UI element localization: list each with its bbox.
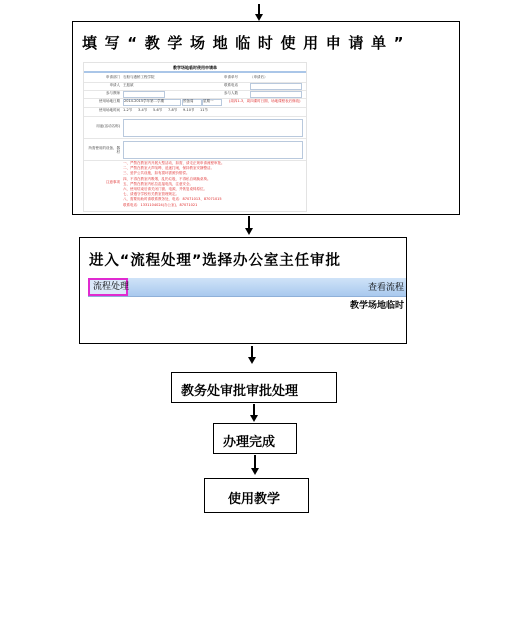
contact-label: 联系电话 <box>224 83 238 87</box>
step-3-label: 教务处审批审批处理 <box>181 384 299 399</box>
process-tab-bar <box>88 278 406 297</box>
period-option[interactable]: 3-4节 <box>138 108 148 112</box>
note-line: 四、不得在教室内吸烟，乱扔垃圾，不得私自调换桌椅。 <box>123 176 211 181</box>
step-5-label: 使用教学 <box>228 492 281 507</box>
reason-label: 用途(活动名称) <box>96 124 120 128</box>
notes-text <box>123 161 303 208</box>
arrow-2-head <box>245 228 253 235</box>
arrow-5-line <box>254 455 256 469</box>
equip-label: 所需使用的设备、器材 <box>88 146 120 154</box>
applicant-value: 王振斌 <box>123 83 134 87</box>
dept-value: 石船与港桥工程学院 <box>123 75 155 79</box>
date-note: (周四1-3，周四课时日期，场地课程表后修改) <box>229 99 301 103</box>
step-1-title: 填 写 “ 教 学 场 地 临 时 使 用 申 请 单 ” <box>82 34 405 52</box>
contact-field[interactable] <box>250 83 302 90</box>
people-label: 参与人数 <box>224 91 238 95</box>
dept-label: 申请部门 <box>106 75 120 79</box>
form-row-notes <box>84 160 306 210</box>
form-top-bar <box>84 71 306 73</box>
teacher-label: 参与教师 <box>106 91 120 95</box>
equip-field[interactable] <box>123 141 303 159</box>
note-line: 七、请遵守学校有关教室管理规定。 <box>123 192 179 197</box>
note-line: 一、严禁在教室内开展大型活动，如需，请走正规申请流程审批。 <box>123 161 225 165</box>
week-label: 预备周 <box>183 99 194 103</box>
arrow-1-head <box>255 14 263 21</box>
weekday-label: 星期一 <box>203 99 214 103</box>
arrow-4-head <box>250 415 258 422</box>
note-line: 八、需要协助时请联系教务处，电话：87071013、87071015 <box>123 197 222 202</box>
view-flow-link[interactable]: 查看流程 <box>367 283 404 293</box>
notes-label: 注意事项 <box>106 180 120 184</box>
reason-field[interactable] <box>123 119 303 137</box>
period-option[interactable]: 11节 <box>200 108 208 112</box>
note-line: 五、严禁在教室内私拉乱接电线，注意安全。 <box>123 181 193 186</box>
process-tab[interactable]: 流程处理 <box>88 278 128 296</box>
period-option[interactable]: 5-6节 <box>153 108 163 112</box>
process-screenshot <box>88 278 406 326</box>
note-line: 联系电话：1331104024(办公室)、87071021 <box>123 202 198 207</box>
note-line: 三、爱护公共设施，如有损坏需照价赔偿。 <box>123 171 190 176</box>
period-label: 使用场地时间 <box>99 108 120 112</box>
arrow-5-head <box>251 468 259 475</box>
people-field[interactable] <box>250 91 302 98</box>
period-option[interactable]: 9-10节 <box>183 108 195 112</box>
step-2-title: 进入“流程处理”选择办公室主任审批 <box>89 253 341 269</box>
date-value: 2014-2015学年第二学期 <box>124 99 165 103</box>
arrow-3-head <box>248 357 256 364</box>
application-form-screenshot <box>83 62 307 212</box>
step-4-label: 办理完成 <box>223 435 276 450</box>
form-row-reason <box>84 116 306 139</box>
date-label: 使用场地日期 <box>99 99 120 103</box>
appno-label: 申请单号 <box>224 75 238 79</box>
teacher-field[interactable] <box>123 91 165 98</box>
note-line: 六、使用结束后请关闭门窗、电源，并恢复桌椅原位。 <box>123 187 207 192</box>
form-title: 教学场地临时使用申请单 <box>173 65 217 70</box>
period-option[interactable]: 7-8节 <box>168 108 178 112</box>
note-line: 二、严禁在教室大声喧哗、追逐打闹，保持教室安静整洁。 <box>123 166 214 171</box>
appno-value: （申请后） <box>250 75 268 79</box>
process-sub-title: 教学场地临时 <box>349 301 404 311</box>
period-option[interactable]: 1-2节 <box>123 108 133 112</box>
form-row-equip <box>84 138 306 161</box>
applicant-label: 申请人 <box>109 83 120 87</box>
